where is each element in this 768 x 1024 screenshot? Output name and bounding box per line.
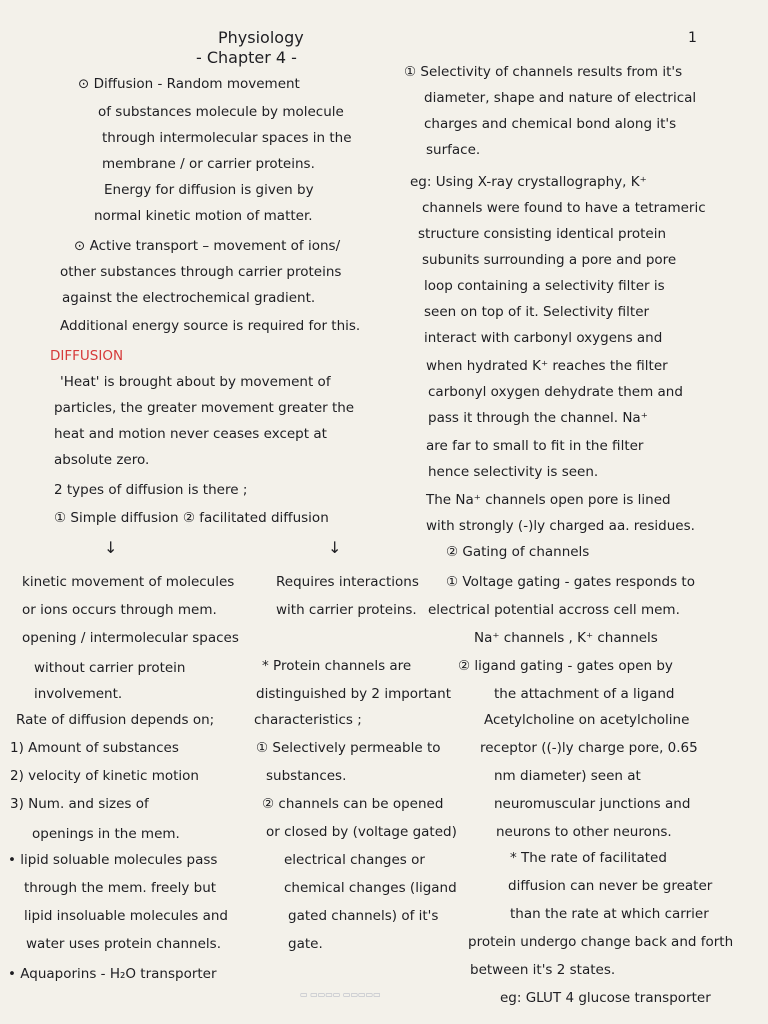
bottom-line: gate. [288,936,323,952]
left-line: absolute zero. [54,452,150,468]
page-number: 1 [688,30,697,46]
left-line: ① Simple diffusion ② facilitated diffusion [54,510,329,526]
right-line: when hydrated K⁺ reaches the filter [426,358,668,374]
bottom-line: ① Selectively permeable to [256,740,441,756]
bottom-line: ① Voltage gating - gates responds to [446,574,695,590]
left-line: Additional energy source is required for this. [60,318,361,334]
bottom-line: opening / intermolecular spaces [22,630,239,646]
left-line: against the electrochemical gradient. [62,290,316,306]
right-line: charges and chemical bond along it's [424,116,677,132]
right-line: subunits surrounding a pore and pore [422,252,677,268]
left-line: heat and motion never ceases except at [54,426,327,442]
bottom-line: the attachment of a ligand [494,686,675,702]
bottom-line: distinguished by 2 important [256,686,452,702]
bottom-line: 2) velocity of kinetic motion [10,768,199,784]
bottom-line: Rate of diffusion depends on; [16,712,215,728]
right-line: The Na⁺ channels open pore is lined [426,492,671,508]
right-line: loop containing a selectivity filter is [424,278,665,294]
left-line: ⊙ Active transport – movement of ions/ [74,238,341,254]
bottom-line: Na⁺ channels , K⁺ channels [474,630,658,646]
section-heading-diffusion: DIFFUSION [50,348,124,364]
left-line: 2 types of diffusion is there ; [54,482,248,498]
left-line: membrane / or carrier proteins. [102,156,315,172]
bottom-line: electrical changes or [284,852,425,868]
bottom-line: involvement. [34,686,123,702]
bottom-line: * Protein channels are [262,658,412,674]
bottom-line: 1) Amount of substances [10,740,179,756]
bottom-line: characteristics ; [254,712,362,728]
bottom-line: water uses protein channels. [26,936,221,952]
right-line: hence selectivity is seen. [428,464,599,480]
bottom-line: neurons to other neurons. [496,824,672,840]
bottom-line: • lipid soluable molecules pass [8,852,218,868]
bottom-line: diffusion can never be greater [508,878,713,894]
right-line: are far to small to fit in the filter [426,438,644,454]
watermark-logo: ▭ ▭▭▭▭ ▭▭▭▭▭ [300,990,381,999]
down-arrow-icon: ↓ [328,538,342,557]
bottom-line: openings in the mem. [32,826,180,842]
bottom-line: lipid insoluable molecules and [24,908,229,924]
bottom-line: Acetylcholine on acetylcholine [484,712,690,728]
right-line: interact with carbonyl oxygens and [424,330,663,346]
left-line: other substances through carrier proteins [60,264,342,280]
chapter-subtitle: - Chapter 4 - [196,48,297,67]
right-line: carbonyl oxygen dehydrate them and [428,384,683,400]
right-line-text: ① Selectivity of channels results from it's [404,64,683,80]
right-line: pass it through the channel. Na⁺ [428,410,648,426]
bottom-line: eg: GLUT 4 glucose transporter [500,990,711,1006]
bottom-line: without carrier protein [34,660,186,676]
bottom-line: * The rate of facilitated [510,850,667,866]
bottom-line: ② channels can be opened [262,796,444,812]
bottom-line: chemical changes (ligand [284,880,457,896]
left-line: 'Heat' is brought about by movement of [60,374,331,390]
left-line: particles, the greater movement greater the [54,400,355,416]
bottom-line: than the rate at which carrier [510,906,709,922]
page-title: Physiology [218,28,304,47]
bottom-line: kinetic movement of molecules [22,574,235,590]
bottom-line: with carrier proteins. [276,602,417,618]
bottom-line: or closed by (voltage gated) [266,824,457,840]
bottom-line: gated channels) of it's [288,908,439,924]
bottom-line: substances. [266,768,347,784]
bottom-line: electrical potential accross cell mem. [428,602,680,618]
bottom-line: neuromuscular junctions and [494,796,691,812]
bottom-line: or ions occurs through mem. [22,602,217,618]
left-line: Energy for diffusion is given by [104,182,314,198]
bottom-line: nm diameter) seen at [494,768,641,784]
bottom-line: through the mem. freely but [24,880,217,896]
bottom-line: Requires interactions [276,574,419,590]
left-line: normal kinetic motion of matter. [94,208,313,224]
right-line [404,64,682,80]
gating-heading: ② Gating of channels [446,544,590,560]
bottom-line: ② ligand gating - gates open by [458,658,673,674]
right-line: structure consisting identical protein [418,226,667,242]
bottom-line: • Aquaporins - H₂O transporter [8,966,217,982]
right-line: surface. [426,142,481,158]
right-line: channels were found to have a tetrameric [422,200,706,216]
down-arrow-icon: ↓ [104,538,118,557]
right-line: seen on top of it. Selectivity filter [424,304,650,320]
left-line: of substances molecule by molecule [98,104,344,120]
left-line: through intermolecular spaces in the [102,130,352,146]
left-line: ⊙ Diffusion - Random movement [78,76,300,92]
right-line: eg: Using X-ray crystallography, K⁺ [410,174,647,190]
bottom-line: receptor ((-)ly charge pore, 0.65 [480,740,698,756]
bottom-line: protein undergo change back and forth [468,934,734,950]
bottom-line: between it's 2 states. [470,962,616,978]
right-line: with strongly (-)ly charged aa. residues. [426,518,695,534]
right-line: diameter, shape and nature of electrical [424,90,697,106]
bottom-line: 3) Num. and sizes of [10,796,149,812]
